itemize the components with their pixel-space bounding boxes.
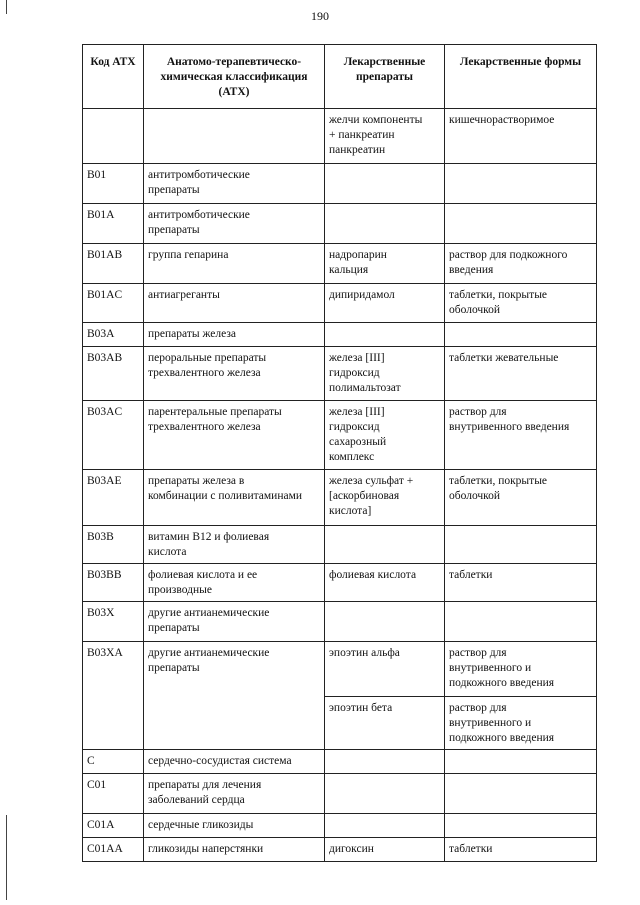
- atx-classification-table: [82, 44, 597, 862]
- table-row: [83, 774, 597, 814]
- binding-mark-left-bottom: [6, 815, 7, 900]
- table-row: [83, 401, 597, 470]
- classification-cell: антиагреганты: [144, 284, 325, 323]
- drug-cell: железа [III] гидроксид сахарозный комплекс: [325, 401, 445, 470]
- atx-code-cell: B01AB: [83, 244, 144, 284]
- drug-cell: [325, 774, 445, 814]
- table-row: [83, 323, 597, 347]
- classification-cell: другие антианемические препараты: [144, 602, 325, 642]
- drug-cell: [325, 526, 445, 564]
- atx-code-cell: C01: [83, 774, 144, 814]
- classification-cell: препараты железа в комбинации с поливитаминами: [144, 470, 325, 526]
- drug-cell: [325, 164, 445, 204]
- drug-cell: [325, 602, 445, 642]
- classification-cell: группа гепарина: [144, 244, 325, 284]
- classification-cell: сердечно-сосудистая система: [144, 750, 325, 774]
- atx-code-cell: B03AB: [83, 347, 144, 401]
- classification-cell: препараты железа: [144, 323, 325, 347]
- table-row: [83, 838, 597, 862]
- atx-code-cell: B03B: [83, 526, 144, 564]
- dosage-form-cell: раствор для внутривенного и подкожного введения: [445, 642, 597, 697]
- atx-code-cell: B03XA: [83, 642, 144, 750]
- drug-cell: дипиридамол: [325, 284, 445, 323]
- drug-cell: желчи компоненты + панкреатин панкреатин: [325, 109, 445, 164]
- dosage-form-cell: таблетки, покрытые оболочкой: [445, 284, 597, 323]
- dosage-form-cell: таблетки жевательные: [445, 347, 597, 401]
- table-row: [83, 284, 597, 323]
- table-body: [83, 109, 597, 862]
- dosage-form-cell: кишечнорастворимое: [445, 109, 597, 164]
- header-dosage-forms: Лекарственные формы: [445, 45, 597, 109]
- drug-cell: эпоэтин альфа: [325, 642, 445, 697]
- table-row: [83, 526, 597, 564]
- dosage-form-cell: раствор для внутривенного введения: [445, 401, 597, 470]
- table-row: [83, 814, 597, 838]
- table-row: [83, 564, 597, 602]
- drug-cell: [325, 814, 445, 838]
- atx-code-cell: B01A: [83, 204, 144, 244]
- dosage-form-cell: [445, 750, 597, 774]
- atx-code-cell: B03AC: [83, 401, 144, 470]
- table-row: [83, 347, 597, 401]
- atx-code-cell: C01AA: [83, 838, 144, 862]
- table-row: [83, 244, 597, 284]
- drug-cell: надропарин кальция: [325, 244, 445, 284]
- classification-cell: препараты для лечения заболеваний сердца: [144, 774, 325, 814]
- dosage-form-cell: таблетки: [445, 838, 597, 862]
- dosage-form-cell: [445, 774, 597, 814]
- header-drugs: Лекарственные препараты: [325, 45, 445, 109]
- classification-cell: фолиевая кислота и ее производные: [144, 564, 325, 602]
- drug-cell: железа [III] гидроксид полимальтозат: [325, 347, 445, 401]
- drug-cell: эпоэтин бета: [325, 697, 445, 750]
- classification-cell: гликозиды наперстянки: [144, 838, 325, 862]
- atx-code-cell: B01: [83, 164, 144, 204]
- dosage-form-cell: раствор для внутривенного и подкожного введения: [445, 697, 597, 750]
- classification-cell: антитромботические препараты: [144, 204, 325, 244]
- drug-cell: [325, 204, 445, 244]
- dosage-form-cell: [445, 814, 597, 838]
- table-header-row: [83, 45, 597, 109]
- atx-code-cell: B03A: [83, 323, 144, 347]
- table-row: [83, 204, 597, 244]
- dosage-form-cell: таблетки: [445, 564, 597, 602]
- atx-code-cell: B03BB: [83, 564, 144, 602]
- drug-cell: [325, 323, 445, 347]
- classification-cell: сердечные гликозиды: [144, 814, 325, 838]
- table-row: [83, 602, 597, 642]
- classification-cell: другие антианемические препараты: [144, 642, 325, 750]
- classification-cell: антитромботические препараты: [144, 164, 325, 204]
- atx-code-cell: C01A: [83, 814, 144, 838]
- dosage-form-cell: [445, 164, 597, 204]
- table-row: [83, 642, 597, 697]
- dosage-form-cell: раствор для подкожного введения: [445, 244, 597, 284]
- table-row: [83, 109, 597, 164]
- classification-cell: пероральные препараты трехвалентного железа: [144, 347, 325, 401]
- dosage-form-cell: [445, 204, 597, 244]
- classification-cell: парентеральные препараты трехвалентного железа: [144, 401, 325, 470]
- atx-code-cell: B03X: [83, 602, 144, 642]
- drug-cell: [325, 750, 445, 774]
- header-classification: Анатомо-терапевтическо- химическая классификация (АТХ): [144, 45, 325, 109]
- table-row: [83, 750, 597, 774]
- classification-cell: витамин B12 и фолиевая кислота: [144, 526, 325, 564]
- atx-code-cell: B01AC: [83, 284, 144, 323]
- drug-cell: железа сульфат + [аскорбиновая кислота]: [325, 470, 445, 526]
- drug-cell: фолиевая кислота: [325, 564, 445, 602]
- page-number: 190: [311, 9, 329, 23]
- dosage-form-cell: таблетки, покрытые оболочкой: [445, 470, 597, 526]
- drug-cell: дигоксин: [325, 838, 445, 862]
- dosage-form-cell: [445, 526, 597, 564]
- atx-code-cell: B03AE: [83, 470, 144, 526]
- table-row: [83, 470, 597, 526]
- dosage-form-cell: [445, 323, 597, 347]
- classification-cell: [144, 109, 325, 164]
- binding-mark-left-top: [6, 0, 7, 14]
- table-row: [83, 164, 597, 204]
- atx-code-cell: [83, 109, 144, 164]
- dosage-form-cell: [445, 602, 597, 642]
- header-atx-code: Код АТХ: [83, 45, 144, 109]
- atx-code-cell: C: [83, 750, 144, 774]
